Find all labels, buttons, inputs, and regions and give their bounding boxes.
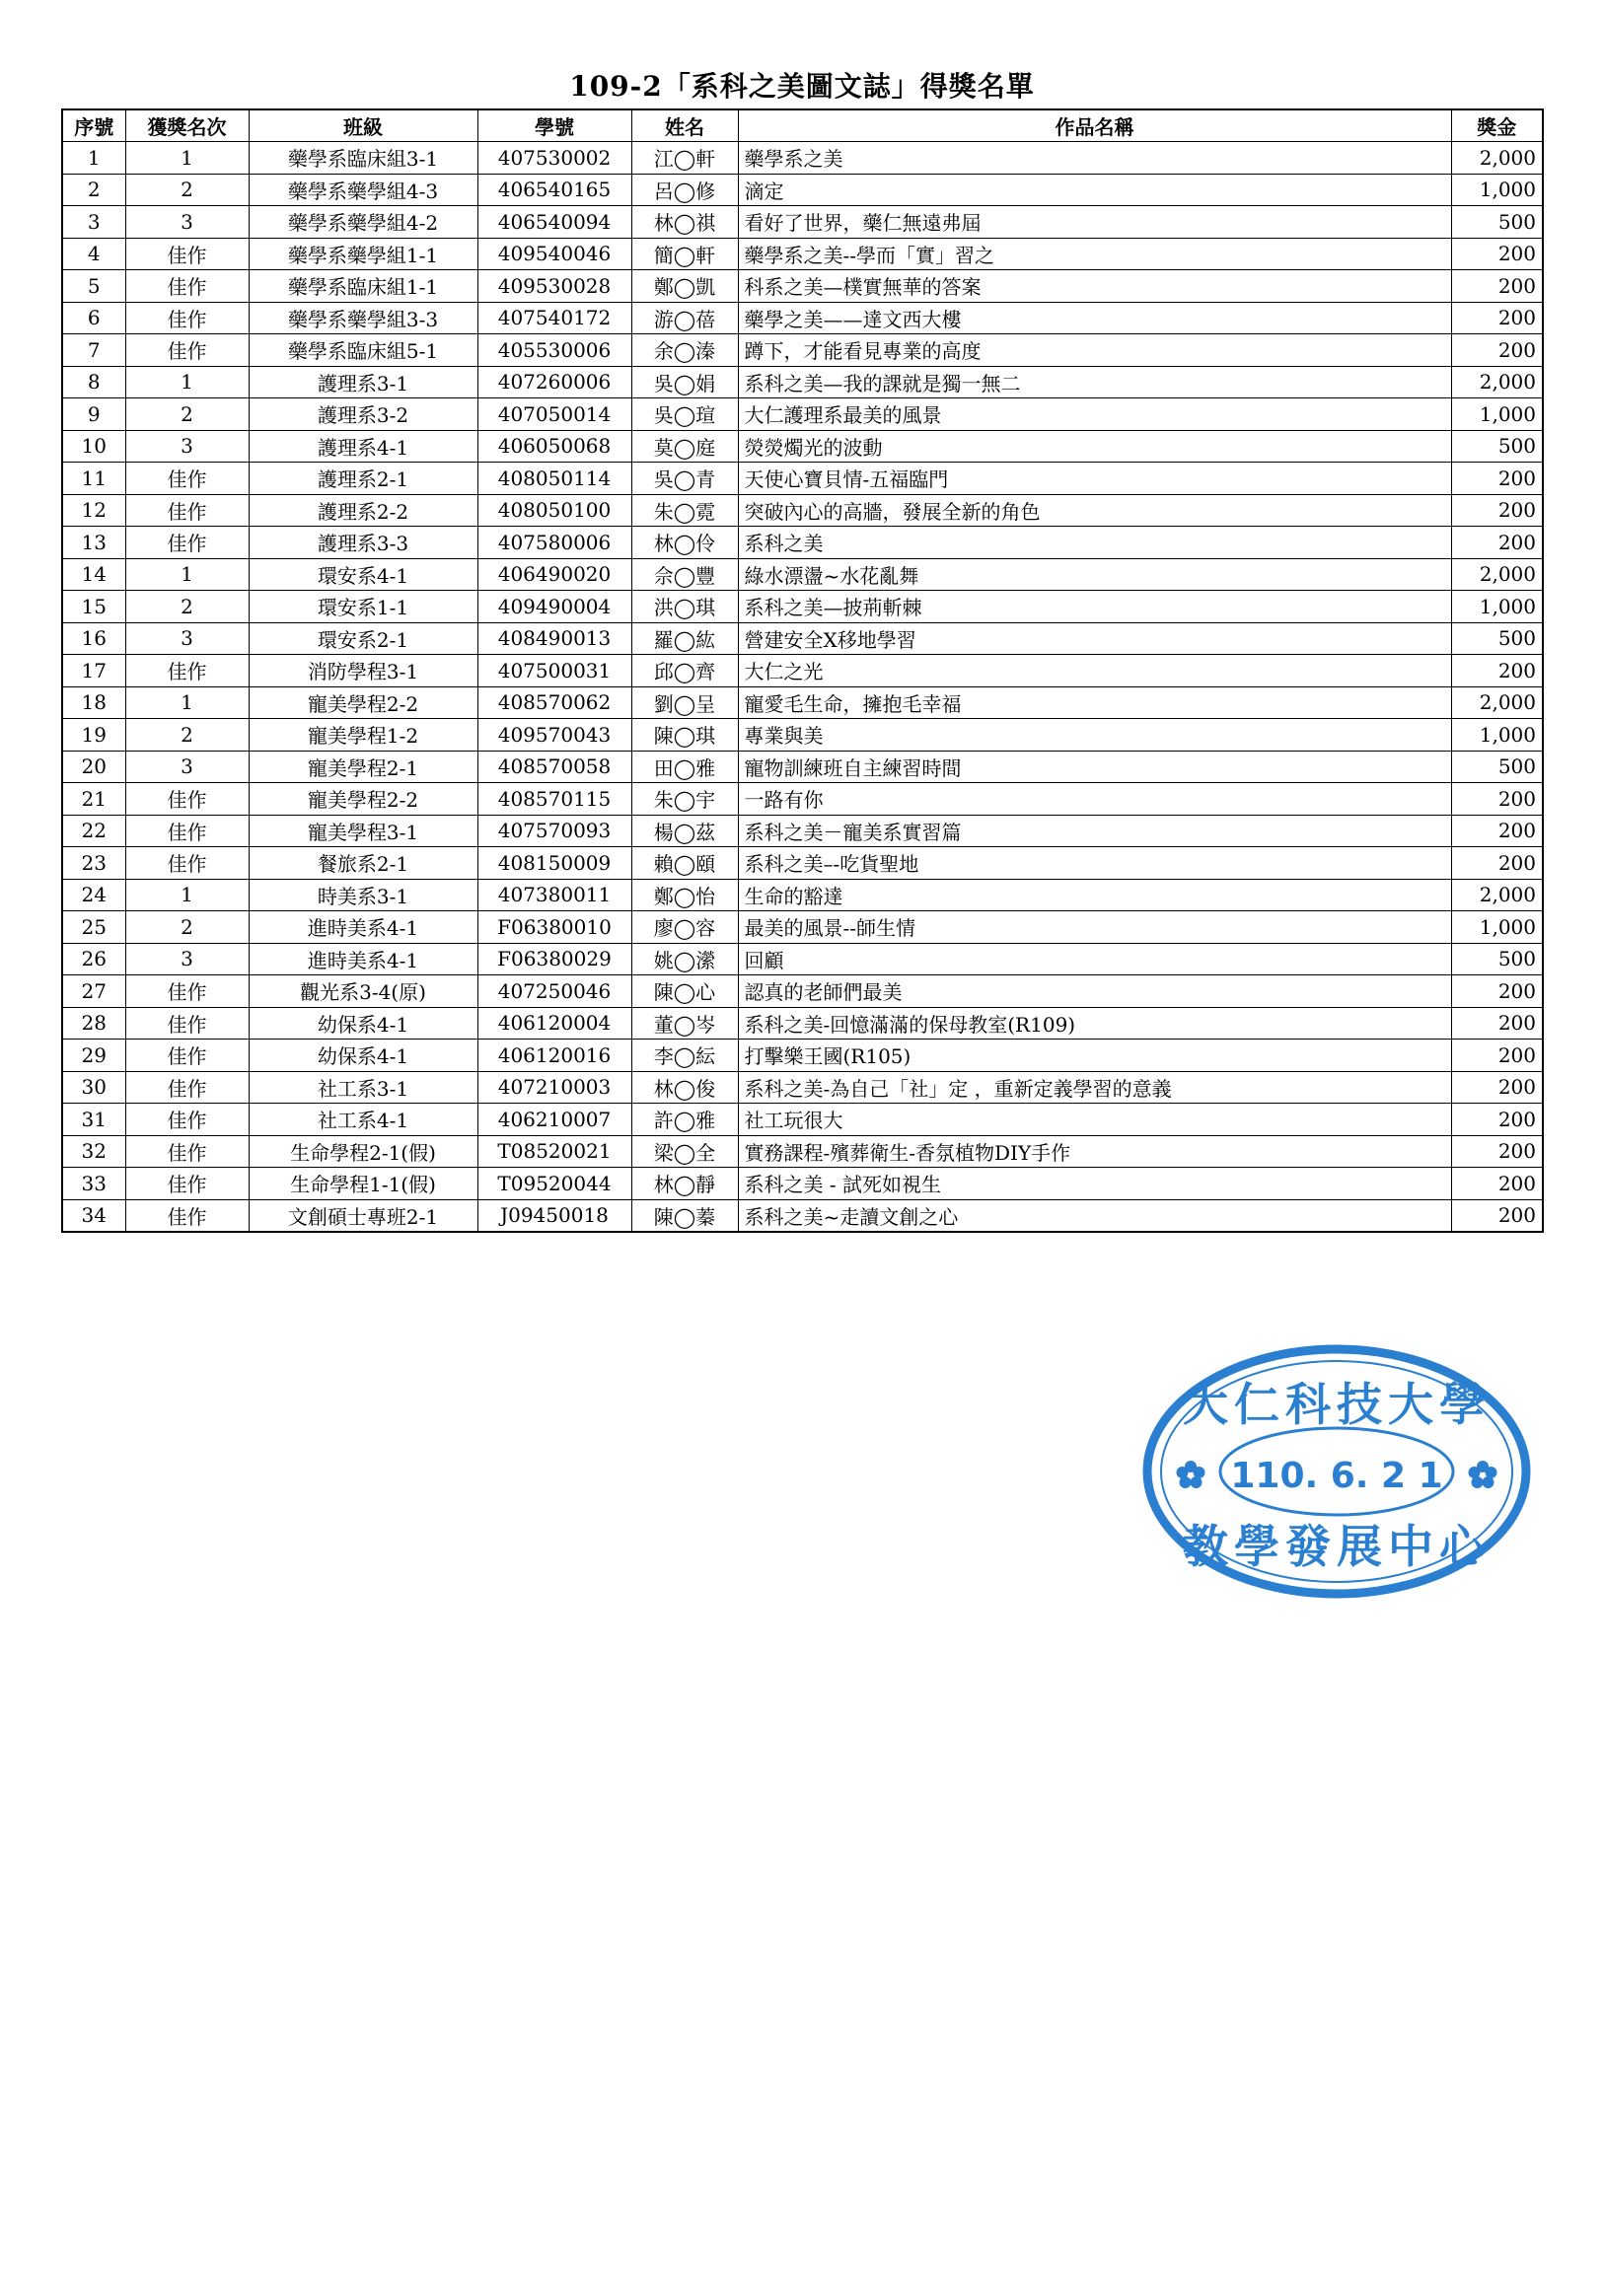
- row-name: 游◯蓓: [631, 302, 738, 334]
- row-index: 21: [62, 783, 125, 816]
- row-index: 30: [62, 1071, 125, 1104]
- stamp-date: 110. 6. 2 1: [1230, 1456, 1443, 1496]
- table-row: [62, 719, 1543, 752]
- table-row: [62, 1071, 1543, 1104]
- table-row: [62, 1168, 1543, 1200]
- row-student-id: T08520021: [477, 1135, 631, 1168]
- row-rank: 佳作: [125, 1040, 249, 1072]
- row-name: 莫◯庭: [631, 430, 738, 463]
- row-name: 廖◯容: [631, 911, 738, 944]
- row-student-id: 407250046: [477, 975, 631, 1008]
- row-index: 19: [62, 719, 125, 752]
- row-student-id: 407530002: [477, 142, 631, 175]
- row-name: 吳◯瑄: [631, 398, 738, 431]
- row-work-title: 系科之美~走讀文創之心: [738, 1199, 1451, 1232]
- row-name: 田◯雅: [631, 751, 738, 783]
- row-index: 26: [62, 943, 125, 975]
- row-student-id: 408570115: [477, 783, 631, 816]
- row-index: 4: [62, 238, 125, 270]
- row-class: 進時美系4-1: [249, 943, 477, 975]
- row-prize: 1,000: [1451, 398, 1543, 431]
- row-prize: 500: [1451, 430, 1543, 463]
- row-work-title: 藥學之美——達文西大樓: [738, 302, 1451, 334]
- row-index: 17: [62, 655, 125, 687]
- row-name: 江◯軒: [631, 142, 738, 175]
- row-name: 林◯靜: [631, 1168, 738, 1200]
- row-prize: 200: [1451, 463, 1543, 495]
- row-name: 賴◯頤: [631, 847, 738, 880]
- table-row: [62, 655, 1543, 687]
- row-work-title: 綠水漂盪~水花亂舞: [738, 558, 1451, 591]
- row-work-title: 科系之美—樸實無華的答案: [738, 270, 1451, 303]
- row-class: 生命學程1-1(假): [249, 1168, 477, 1200]
- row-work-title: 寵愛毛生命，擁抱毛幸福: [738, 686, 1451, 719]
- row-prize: 500: [1451, 622, 1543, 655]
- row-name: 佘◯豐: [631, 558, 738, 591]
- row-name: 羅◯紘: [631, 622, 738, 655]
- row-rank: 2: [125, 911, 249, 944]
- row-student-id: 409530028: [477, 270, 631, 303]
- row-prize: 1,000: [1451, 174, 1543, 206]
- row-index: 12: [62, 494, 125, 527]
- row-index: 7: [62, 334, 125, 367]
- row-prize: 500: [1451, 206, 1543, 239]
- table-row: [62, 430, 1543, 463]
- table-row: [62, 1135, 1543, 1168]
- row-work-title: 打擊樂王國(R105): [738, 1040, 1451, 1072]
- row-index: 9: [62, 398, 125, 431]
- table-row: [62, 494, 1543, 527]
- row-name: 陳◯琪: [631, 719, 738, 752]
- row-student-id: 407540172: [477, 302, 631, 334]
- table-row: [62, 174, 1543, 206]
- table-row: [62, 398, 1543, 431]
- header-rank: 獲獎名次: [125, 109, 249, 142]
- row-student-id: 408570058: [477, 751, 631, 783]
- header-class: 班級: [249, 109, 477, 142]
- table-row: [62, 783, 1543, 816]
- row-rank: 佳作: [125, 1104, 249, 1136]
- row-class: 護理系3-3: [249, 527, 477, 559]
- row-student-id: 409570043: [477, 719, 631, 752]
- row-student-id: T09520044: [477, 1168, 631, 1200]
- row-index: 2: [62, 174, 125, 206]
- row-index: 32: [62, 1135, 125, 1168]
- row-class: 消防學程3-1: [249, 655, 477, 687]
- row-work-title: 系科之美–-吃貨聖地: [738, 847, 1451, 880]
- row-rank: 3: [125, 430, 249, 463]
- row-name: 余◯溱: [631, 334, 738, 367]
- row-student-id: 405530006: [477, 334, 631, 367]
- table-row: [62, 270, 1543, 303]
- table-row: [62, 302, 1543, 334]
- row-work-title: 系科之美: [738, 527, 1451, 559]
- table-row: [62, 142, 1543, 175]
- row-name: 楊◯茲: [631, 815, 738, 847]
- row-work-title: 系科之美—我的課就是獨一無二: [738, 366, 1451, 398]
- row-rank: 3: [125, 751, 249, 783]
- row-class: 藥學系藥學組4-3: [249, 174, 477, 206]
- row-prize: 200: [1451, 847, 1543, 880]
- row-prize: 200: [1451, 1071, 1543, 1104]
- row-work-title: 大仁護理系最美的風景: [738, 398, 1451, 431]
- table-row: [62, 1104, 1543, 1136]
- row-prize: 2,000: [1451, 558, 1543, 591]
- table-row: [62, 366, 1543, 398]
- row-name: 陳◯蓁: [631, 1199, 738, 1232]
- row-index: 34: [62, 1199, 125, 1232]
- row-rank: 3: [125, 206, 249, 239]
- row-index: 33: [62, 1168, 125, 1200]
- header-prize: 獎金: [1451, 109, 1543, 142]
- row-name: 林◯伶: [631, 527, 738, 559]
- row-rank: 佳作: [125, 1007, 249, 1040]
- row-class: 社工系4-1: [249, 1104, 477, 1136]
- row-student-id: 407380011: [477, 879, 631, 911]
- row-student-id: 406120016: [477, 1040, 631, 1072]
- table-row: [62, 686, 1543, 719]
- row-student-id: 409490004: [477, 591, 631, 623]
- row-work-title: 社工玩很大: [738, 1104, 1451, 1136]
- row-prize: 1,000: [1451, 719, 1543, 752]
- row-index: 8: [62, 366, 125, 398]
- row-index: 31: [62, 1104, 125, 1136]
- row-class: 藥學系藥學組1-1: [249, 238, 477, 270]
- row-index: 18: [62, 686, 125, 719]
- row-class: 環安系1-1: [249, 591, 477, 623]
- row-work-title: 滴定: [738, 174, 1451, 206]
- table-row: [62, 1199, 1543, 1232]
- table-row: [62, 879, 1543, 911]
- row-name: 許◯雅: [631, 1104, 738, 1136]
- row-student-id: J09450018: [477, 1199, 631, 1232]
- row-name: 邱◯齊: [631, 655, 738, 687]
- row-class: 生命學程2-1(假): [249, 1135, 477, 1168]
- row-class: 寵美學程2-2: [249, 783, 477, 816]
- row-index: 23: [62, 847, 125, 880]
- row-work-title: 最美的風景--師生情: [738, 911, 1451, 944]
- row-prize: 200: [1451, 1007, 1543, 1040]
- row-prize: 1,000: [1451, 591, 1543, 623]
- row-name: 林◯俊: [631, 1071, 738, 1104]
- row-index: 24: [62, 879, 125, 911]
- table-row: [62, 1040, 1543, 1072]
- row-rank: 佳作: [125, 975, 249, 1008]
- row-rank: 1: [125, 366, 249, 398]
- row-class: 藥學系藥學組3-3: [249, 302, 477, 334]
- row-index: 11: [62, 463, 125, 495]
- row-index: 16: [62, 622, 125, 655]
- official-stamp: [1139, 1343, 1534, 1600]
- table-row: [62, 527, 1543, 559]
- row-work-title: 系科之美—披荊斬棘: [738, 591, 1451, 623]
- row-prize: 200: [1451, 1104, 1543, 1136]
- row-class: 觀光系3-4(原): [249, 975, 477, 1008]
- row-prize: 500: [1451, 943, 1543, 975]
- row-rank: 佳作: [125, 334, 249, 367]
- row-name: 董◯岑: [631, 1007, 738, 1040]
- row-name: 劉◯呈: [631, 686, 738, 719]
- row-work-title: 天使心寶貝情-五福臨門: [738, 463, 1451, 495]
- row-class: 藥學系藥學組4-2: [249, 206, 477, 239]
- row-class: 護理系3-2: [249, 398, 477, 431]
- row-class: 寵美學程2-1: [249, 751, 477, 783]
- table-row: [62, 751, 1543, 783]
- row-work-title: 生命的豁達: [738, 879, 1451, 911]
- header-index: 序號: [62, 109, 125, 142]
- page-title: 109-2「系科之美圖文誌」得獎名單: [569, 70, 1035, 103]
- row-prize: 200: [1451, 527, 1543, 559]
- plum-blossom-icon: [1177, 1461, 1205, 1488]
- row-name: 朱◯霓: [631, 494, 738, 527]
- row-rank: 佳作: [125, 270, 249, 303]
- row-index: 5: [62, 270, 125, 303]
- row-rank: 佳作: [125, 302, 249, 334]
- row-prize: 200: [1451, 1040, 1543, 1072]
- row-prize: 2,000: [1451, 879, 1543, 911]
- row-index: 22: [62, 815, 125, 847]
- row-prize: 500: [1451, 751, 1543, 783]
- row-work-title: 系科之美－寵美系實習篇: [738, 815, 1451, 847]
- row-rank: 2: [125, 398, 249, 431]
- row-rank: 3: [125, 622, 249, 655]
- row-index: 10: [62, 430, 125, 463]
- row-rank: 佳作: [125, 783, 249, 816]
- row-work-title: 專業與美: [738, 719, 1451, 752]
- row-rank: 佳作: [125, 655, 249, 687]
- table-row: [62, 943, 1543, 975]
- row-class: 時美系3-1: [249, 879, 477, 911]
- row-class: 藥學系臨床組3-1: [249, 142, 477, 175]
- header-name: 姓名: [631, 109, 738, 142]
- row-rank: 佳作: [125, 1071, 249, 1104]
- stamp-bottom-text: 教學發展中心: [1183, 1520, 1491, 1573]
- table-row: [62, 591, 1543, 623]
- row-prize: 200: [1451, 494, 1543, 527]
- row-name: 梁◯全: [631, 1135, 738, 1168]
- row-class: 藥學系臨床組5-1: [249, 334, 477, 367]
- row-class: 護理系2-1: [249, 463, 477, 495]
- row-student-id: 407260006: [477, 366, 631, 398]
- row-name: 簡◯軒: [631, 238, 738, 270]
- plum-blossom-icon: [1469, 1461, 1497, 1488]
- row-rank: 佳作: [125, 527, 249, 559]
- row-prize: 200: [1451, 238, 1543, 270]
- table-row: [62, 622, 1543, 655]
- row-student-id: 406490020: [477, 558, 631, 591]
- row-work-title: 藥學系之美--學而「實」習之: [738, 238, 1451, 270]
- row-work-title: 突破內心的高牆，發展全新的角色: [738, 494, 1451, 527]
- row-prize: 200: [1451, 270, 1543, 303]
- table-row: [62, 558, 1543, 591]
- row-prize: 200: [1451, 655, 1543, 687]
- row-rank: 2: [125, 174, 249, 206]
- row-rank: 佳作: [125, 463, 249, 495]
- row-index: 1: [62, 142, 125, 175]
- row-student-id: 408050100: [477, 494, 631, 527]
- row-rank: 3: [125, 943, 249, 975]
- row-index: 27: [62, 975, 125, 1008]
- row-name: 鄭◯怡: [631, 879, 738, 911]
- row-work-title: 認真的老師們最美: [738, 975, 1451, 1008]
- row-rank: 佳作: [125, 1168, 249, 1200]
- row-index: 6: [62, 302, 125, 334]
- row-rank: 2: [125, 719, 249, 752]
- row-name: 林◯祺: [631, 206, 738, 239]
- row-name: 李◯紜: [631, 1040, 738, 1072]
- row-student-id: 406210007: [477, 1104, 631, 1136]
- row-prize: 1,000: [1451, 911, 1543, 944]
- row-name: 吳◯青: [631, 463, 738, 495]
- row-work-title: 系科之美 - 試死如視生: [738, 1168, 1451, 1200]
- row-index: 20: [62, 751, 125, 783]
- row-work-title: 熒熒燭光的波動: [738, 430, 1451, 463]
- row-work-title: 寵物訓練班自主練習時間: [738, 751, 1451, 783]
- row-class: 文創碩士專班2-1: [249, 1199, 477, 1232]
- row-name: 鄭◯凱: [631, 270, 738, 303]
- table-row: [62, 847, 1543, 880]
- stamp-top-text: 大仁科技大學: [1183, 1378, 1491, 1431]
- awards-table: [61, 108, 1544, 1233]
- row-rank: 佳作: [125, 238, 249, 270]
- row-index: 25: [62, 911, 125, 944]
- row-work-title: 回顧: [738, 943, 1451, 975]
- row-name: 陳◯心: [631, 975, 738, 1008]
- row-student-id: 407210003: [477, 1071, 631, 1104]
- row-index: 29: [62, 1040, 125, 1072]
- row-index: 28: [62, 1007, 125, 1040]
- header-work-title: 作品名稱: [738, 109, 1451, 142]
- row-prize: 2,000: [1451, 366, 1543, 398]
- row-rank: 1: [125, 686, 249, 719]
- row-name: 吳◯娟: [631, 366, 738, 398]
- row-rank: 佳作: [125, 1199, 249, 1232]
- row-rank: 1: [125, 879, 249, 911]
- row-class: 環安系2-1: [249, 622, 477, 655]
- table-row: [62, 206, 1543, 239]
- row-work-title: 看好了世界，藥仁無遠弗屆: [738, 206, 1451, 239]
- row-class: 護理系2-2: [249, 494, 477, 527]
- row-rank: 佳作: [125, 847, 249, 880]
- row-index: 14: [62, 558, 125, 591]
- row-prize: 2,000: [1451, 686, 1543, 719]
- row-class: 餐旅系2-1: [249, 847, 477, 880]
- table-row: [62, 815, 1543, 847]
- row-class: 社工系3-1: [249, 1071, 477, 1104]
- row-student-id: 408050114: [477, 463, 631, 495]
- row-student-id: F06380029: [477, 943, 631, 975]
- row-prize: 200: [1451, 783, 1543, 816]
- row-student-id: 407580006: [477, 527, 631, 559]
- table-row: [62, 975, 1543, 1008]
- table-row: [62, 334, 1543, 367]
- row-work-title: 實務課程-殯葬衛生-香氛植物DIY手作: [738, 1135, 1451, 1168]
- row-class: 環安系4-1: [249, 558, 477, 591]
- row-work-title: 系科之美-為自己「社」定 ，重新定義學習的意義: [738, 1071, 1451, 1104]
- row-class: 進時美系4-1: [249, 911, 477, 944]
- table-row: [62, 238, 1543, 270]
- row-rank: 1: [125, 558, 249, 591]
- row-prize: 200: [1451, 334, 1543, 367]
- row-prize: 200: [1451, 1168, 1543, 1200]
- table-row: [62, 1007, 1543, 1040]
- row-rank: 1: [125, 142, 249, 175]
- row-work-title: 系科之美-回憶滿滿的保母教室(R109): [738, 1007, 1451, 1040]
- row-student-id: 407570093: [477, 815, 631, 847]
- row-class: 護理系4-1: [249, 430, 477, 463]
- header-student-id: 學號: [477, 109, 631, 142]
- row-student-id: 407050014: [477, 398, 631, 431]
- row-class: 幼保系4-1: [249, 1040, 477, 1072]
- row-class: 藥學系臨床組1-1: [249, 270, 477, 303]
- row-rank: 佳作: [125, 494, 249, 527]
- row-student-id: 409540046: [477, 238, 631, 270]
- table-row: [62, 911, 1543, 944]
- row-prize: 200: [1451, 1199, 1543, 1232]
- row-prize: 2,000: [1451, 142, 1543, 175]
- table-header-row: [62, 109, 1543, 142]
- row-rank: 2: [125, 591, 249, 623]
- row-student-id: 408150009: [477, 847, 631, 880]
- row-work-title: 一路有你: [738, 783, 1451, 816]
- row-class: 幼保系4-1: [249, 1007, 477, 1040]
- row-student-id: 408490013: [477, 622, 631, 655]
- row-prize: 200: [1451, 302, 1543, 334]
- row-work-title: 藥學系之美: [738, 142, 1451, 175]
- row-class: 寵美學程3-1: [249, 815, 477, 847]
- row-name: 朱◯宇: [631, 783, 738, 816]
- row-name: 呂◯修: [631, 174, 738, 206]
- row-name: 洪◯琪: [631, 591, 738, 623]
- row-student-id: 407500031: [477, 655, 631, 687]
- row-name: 姚◯瀠: [631, 943, 738, 975]
- table-row: [62, 463, 1543, 495]
- row-prize: 200: [1451, 975, 1543, 1008]
- row-work-title: 蹲下，才能看見專業的高度: [738, 334, 1451, 367]
- row-student-id: 406540094: [477, 206, 631, 239]
- row-rank: 佳作: [125, 1135, 249, 1168]
- row-student-id: 406120004: [477, 1007, 631, 1040]
- row-class: 寵美學程1-2: [249, 719, 477, 752]
- row-student-id: 406050068: [477, 430, 631, 463]
- row-index: 15: [62, 591, 125, 623]
- row-prize: 200: [1451, 815, 1543, 847]
- row-work-title: 營建安全X移地學習: [738, 622, 1451, 655]
- row-class: 寵美學程2-2: [249, 686, 477, 719]
- row-student-id: 408570062: [477, 686, 631, 719]
- row-prize: 200: [1451, 1135, 1543, 1168]
- row-index: 13: [62, 527, 125, 559]
- row-student-id: 406540165: [477, 174, 631, 206]
- row-class: 護理系3-1: [249, 366, 477, 398]
- row-index: 3: [62, 206, 125, 239]
- row-work-title: 大仁之光: [738, 655, 1451, 687]
- row-student-id: F06380010: [477, 911, 631, 944]
- row-rank: 佳作: [125, 815, 249, 847]
